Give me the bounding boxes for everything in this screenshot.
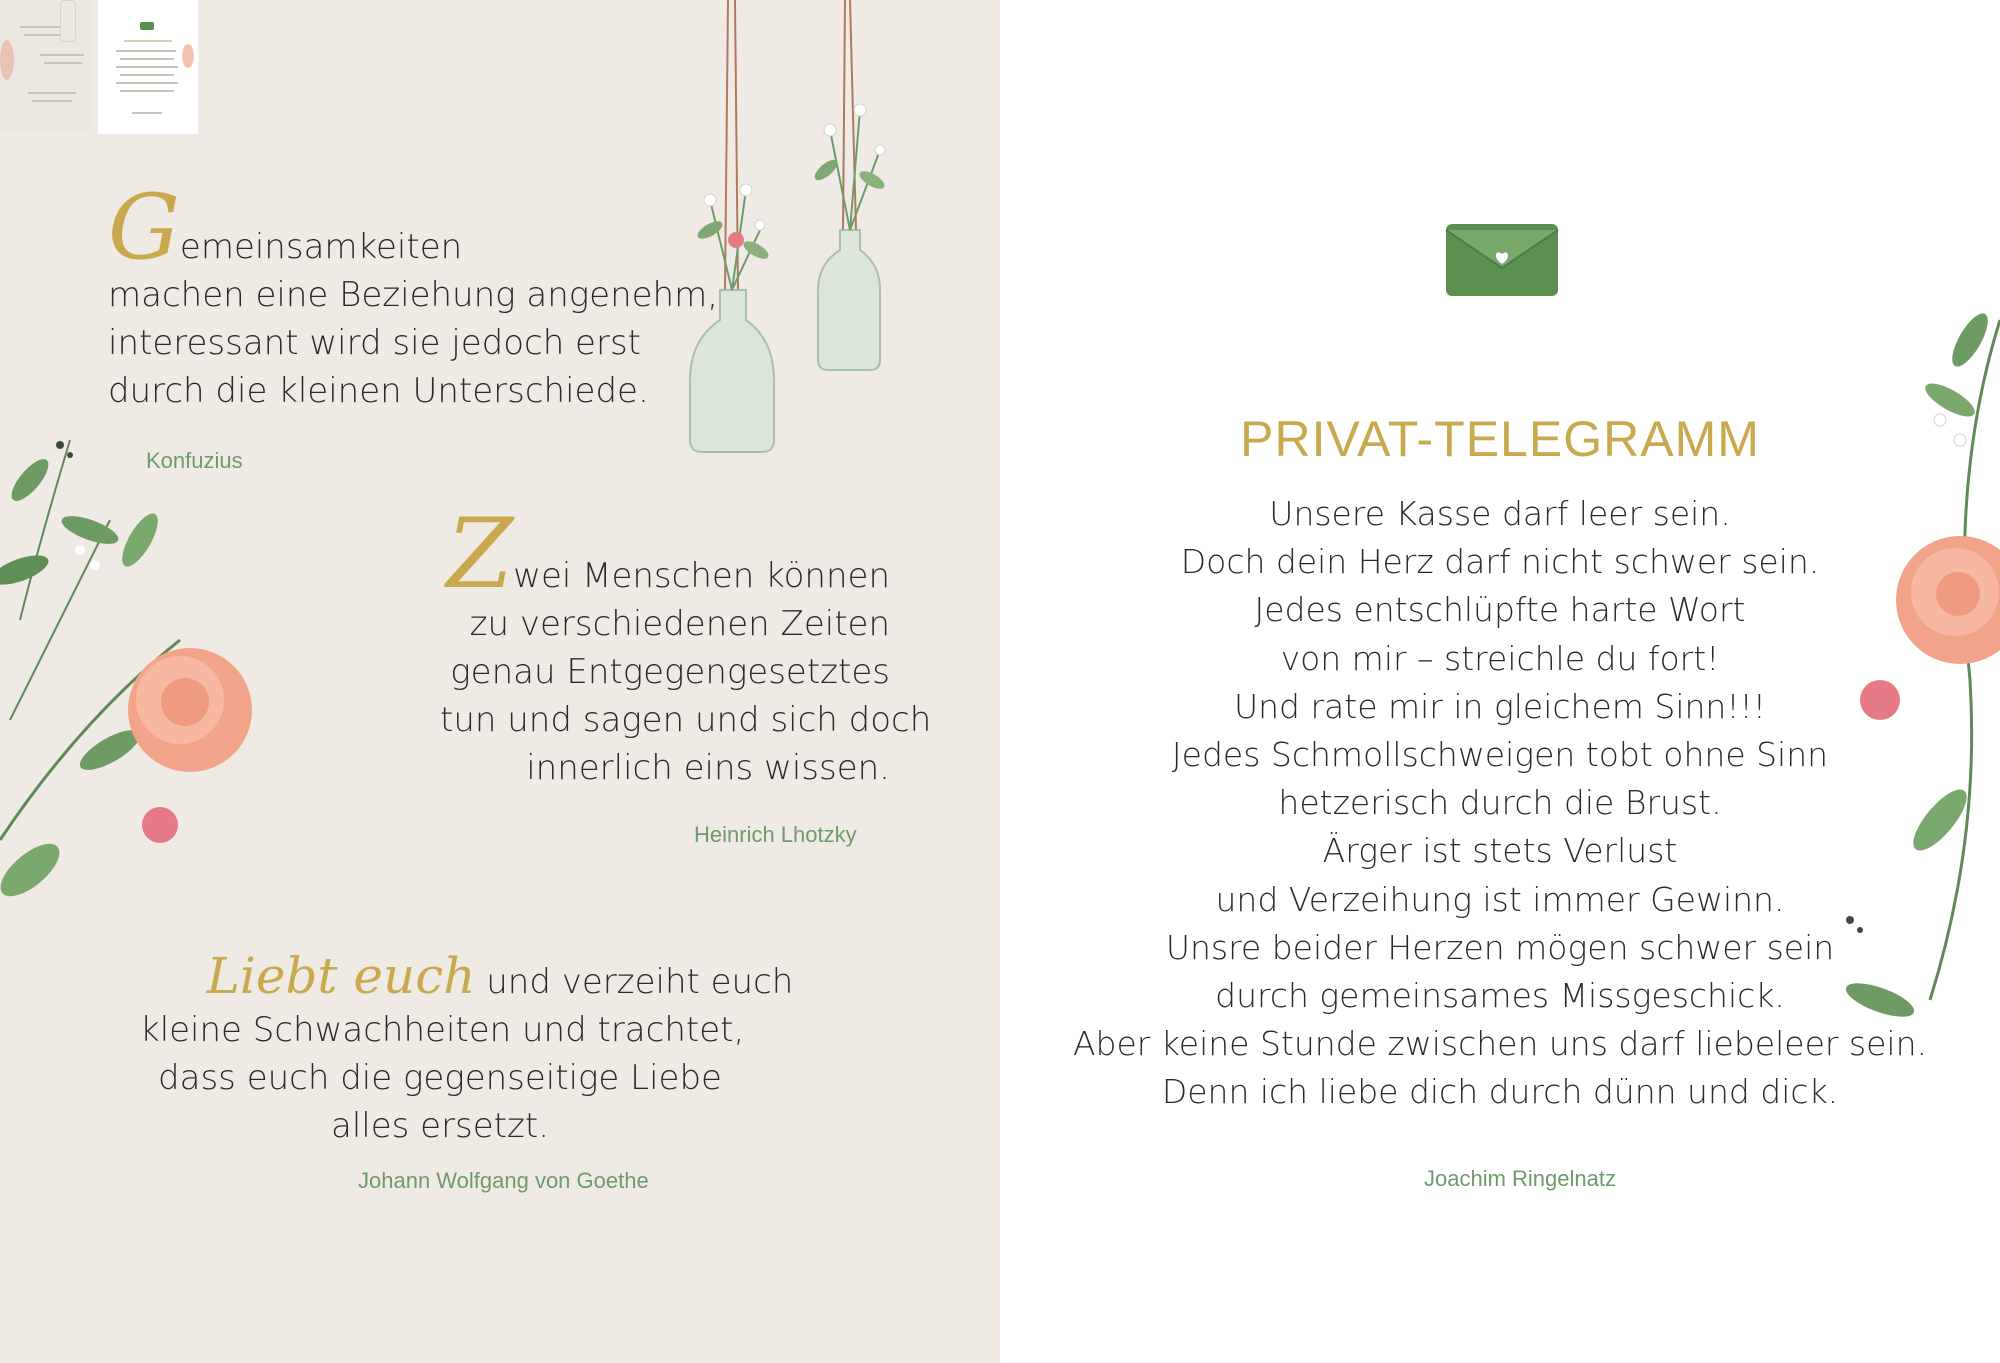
poem-line: Unsre beider Herzen mögen schwer sein: [1165, 927, 1835, 967]
quote-2: [440, 498, 932, 792]
page-thumbnail-right[interactable]: [98, 0, 198, 134]
envelope-heart-icon: [1444, 222, 1560, 298]
poem-title: PRIVAT-TELEGRAMM: [1240, 411, 1760, 467]
quote-3-line: alles ersetzt.: [330, 1106, 549, 1146]
poem-author: Joachim Ringelnatz: [1424, 1166, 1616, 1191]
page-thumbnail-left[interactable]: [0, 0, 92, 130]
poem-line: Jedes entschlüpfte harte Wort: [1254, 590, 1746, 630]
quote-2-author: Heinrich Lhotzky: [694, 822, 857, 847]
quote-1-line: durch die kleinen Unterschiede.: [108, 371, 649, 411]
poem-line: Jedes Schmollschweigen tobt ohne Sinn: [1171, 735, 1829, 775]
quote-3: [140, 947, 860, 1150]
quote-3-line: dass euch die gegenseitige Liebe: [158, 1058, 722, 1098]
poem-line: Unsere Kasse darf leer sein.: [1269, 494, 1731, 533]
quote-2-line: zu verschiedenen Zeiten: [469, 604, 890, 644]
poem-line: Doch dein Herz darf nicht schwer sein.: [1180, 542, 1820, 582]
poem-line: durch gemeinsames Missgeschick.: [1215, 976, 1785, 1016]
quote-3-lead: Liebt euch: [206, 947, 476, 1005]
quote-1-initial: G: [108, 175, 180, 280]
quote-2-line: wei Menschen können: [513, 556, 890, 596]
quote-3-author: Johann Wolfgang von Goethe: [358, 1168, 649, 1193]
poem-line: Aber keine Stunde zwischen uns darf liebeleer sein.: [1072, 1024, 1928, 1064]
poem-line: Denn ich liebe dich durch dünn und dick.: [1161, 1072, 1839, 1112]
poem-body: [1000, 490, 2000, 1117]
poem-line: und Verzeihung ist immer Gewinn.: [1215, 879, 1785, 919]
quote-3-line: und verzeiht euch: [486, 962, 794, 1002]
quote-2-initial: Z: [446, 498, 514, 610]
quote-1-line: emeinsamkeiten: [179, 227, 463, 267]
poem-line: von mir – streichle du fort!: [1280, 638, 1720, 678]
poem-line: hetzerisch durch die Brust.: [1278, 783, 1722, 823]
quote-2-line: innerlich eins wissen.: [526, 748, 890, 788]
quote-2-line: tun und sagen und sich doch: [440, 700, 932, 740]
rose-bouquet-illustration: [0, 420, 260, 960]
quote-1-line: interessant wird sie jedoch erst: [108, 323, 641, 363]
quote-1: [108, 175, 719, 415]
poem-line: Und rate mir in gleichem Sinn!!!: [1233, 686, 1767, 726]
quote-3-line: kleine Schwachheiten und trachtet,: [140, 1010, 745, 1050]
quote-1-line: machen eine Beziehung angenehm,: [108, 275, 719, 315]
quote-2-line: genau Entgegengesetztes: [450, 652, 890, 692]
poem-line: Ärger ist stets Verlust: [1322, 831, 1678, 871]
quote-1-author: Konfuzius: [146, 448, 243, 473]
